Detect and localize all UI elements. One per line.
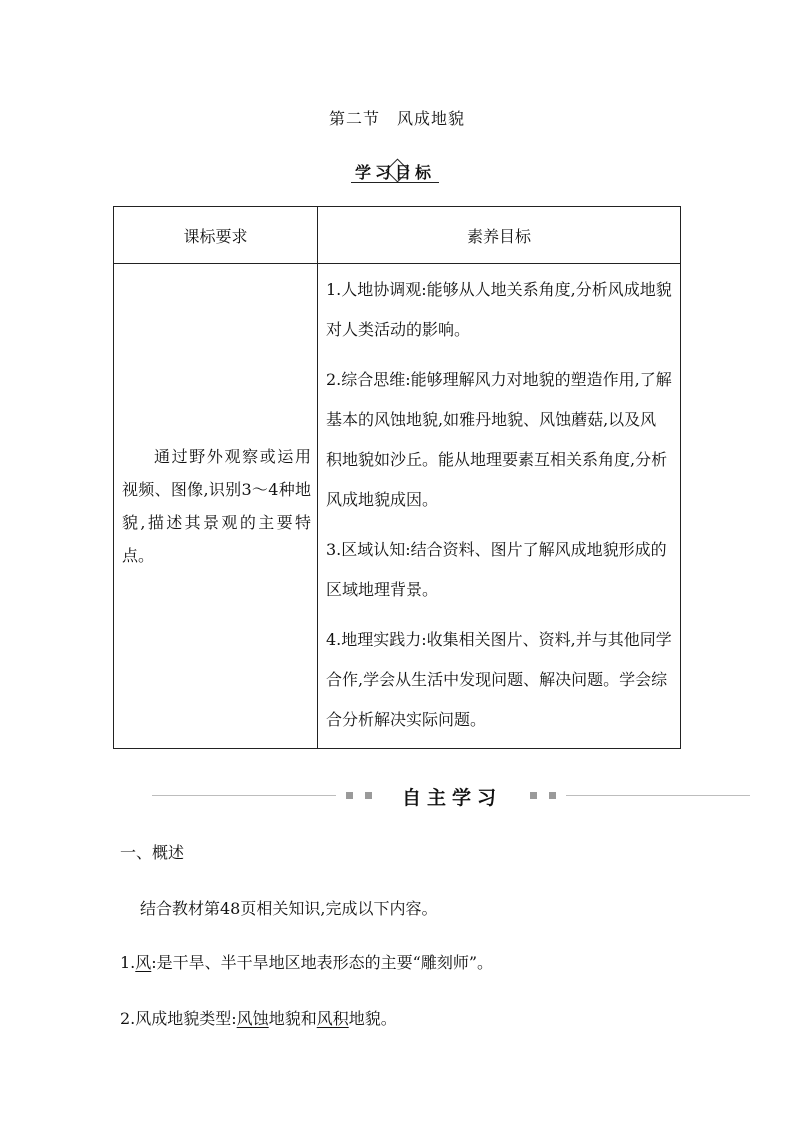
- header-curriculum-requirements: 课标要求: [114, 207, 318, 264]
- item-2-middle: 地貌和: [268, 1009, 317, 1028]
- curriculum-requirements-cell: [114, 264, 318, 749]
- divider-right: [566, 795, 750, 796]
- item-2-prefix: 2.风成地貌类型:: [120, 1009, 237, 1028]
- table-header-row: [114, 207, 681, 264]
- item-1-answer: 风: [135, 953, 152, 972]
- square-icon: [549, 792, 556, 799]
- question-item-2: [120, 1006, 397, 1029]
- divider-left: [152, 795, 336, 796]
- square-icon: [365, 792, 372, 799]
- item-2-suffix: 地貌。: [348, 1009, 397, 1028]
- learning-goals-badge: [349, 158, 441, 184]
- goal-item-3: 3.区域认知:结合资料、图片了解风成地貌形成的区域地理背景。: [326, 540, 667, 599]
- self-study-label: 自主学习: [401, 787, 502, 809]
- item-1-prefix: 1.: [120, 953, 136, 972]
- self-study-section-bar: [152, 784, 750, 808]
- goal-item-1: 1.人地协调观:能够从人地关系角度,分析风成地貌对人类活动的影响。: [326, 280, 672, 339]
- curriculum-requirements-text: 通过野外观察或运用视频、图像,识别3～4种地貌,描述其景观的主要特点。: [122, 447, 311, 565]
- item-2-answer-1: 风蚀: [236, 1009, 269, 1028]
- goal-item-4: 4.地理实践力:收集相关图片、资料,并与其他同学合作,学会从生活中发现问题、解决问题。学会综合分析解决实际问题。: [326, 630, 672, 729]
- goal-item-2: 2.综合思维:能够理解风力对地貌的塑造作用,了解基本的风蚀地貌,如雅丹地貌、风蚀蘑菇,以及风积地貌如沙丘。能从地理要素互相关系角度,分析风成地貌成因。: [326, 370, 672, 509]
- item-1-rest: :是干旱、半干旱地区地表形态的主要“雕刻师”。: [151, 953, 494, 972]
- item-2-answer-2: 风积: [316, 1009, 349, 1028]
- square-icon: [346, 792, 353, 799]
- header-literacy-goals: 素养目标: [318, 207, 681, 264]
- goals-table: [113, 206, 681, 749]
- literacy-goals-cell: [318, 264, 681, 749]
- badge-underline: [351, 182, 439, 183]
- square-icon: [530, 792, 537, 799]
- instruction-text: 结合教材第48页相关知识,完成以下内容。: [140, 899, 438, 918]
- question-item-1: [120, 950, 493, 973]
- page-title: 第二节 风成地貌: [328, 109, 465, 128]
- heading-overview: 一、概述: [120, 843, 185, 862]
- table-body-row: [114, 264, 681, 749]
- learning-goals-label: 学习目标: [354, 163, 435, 182]
